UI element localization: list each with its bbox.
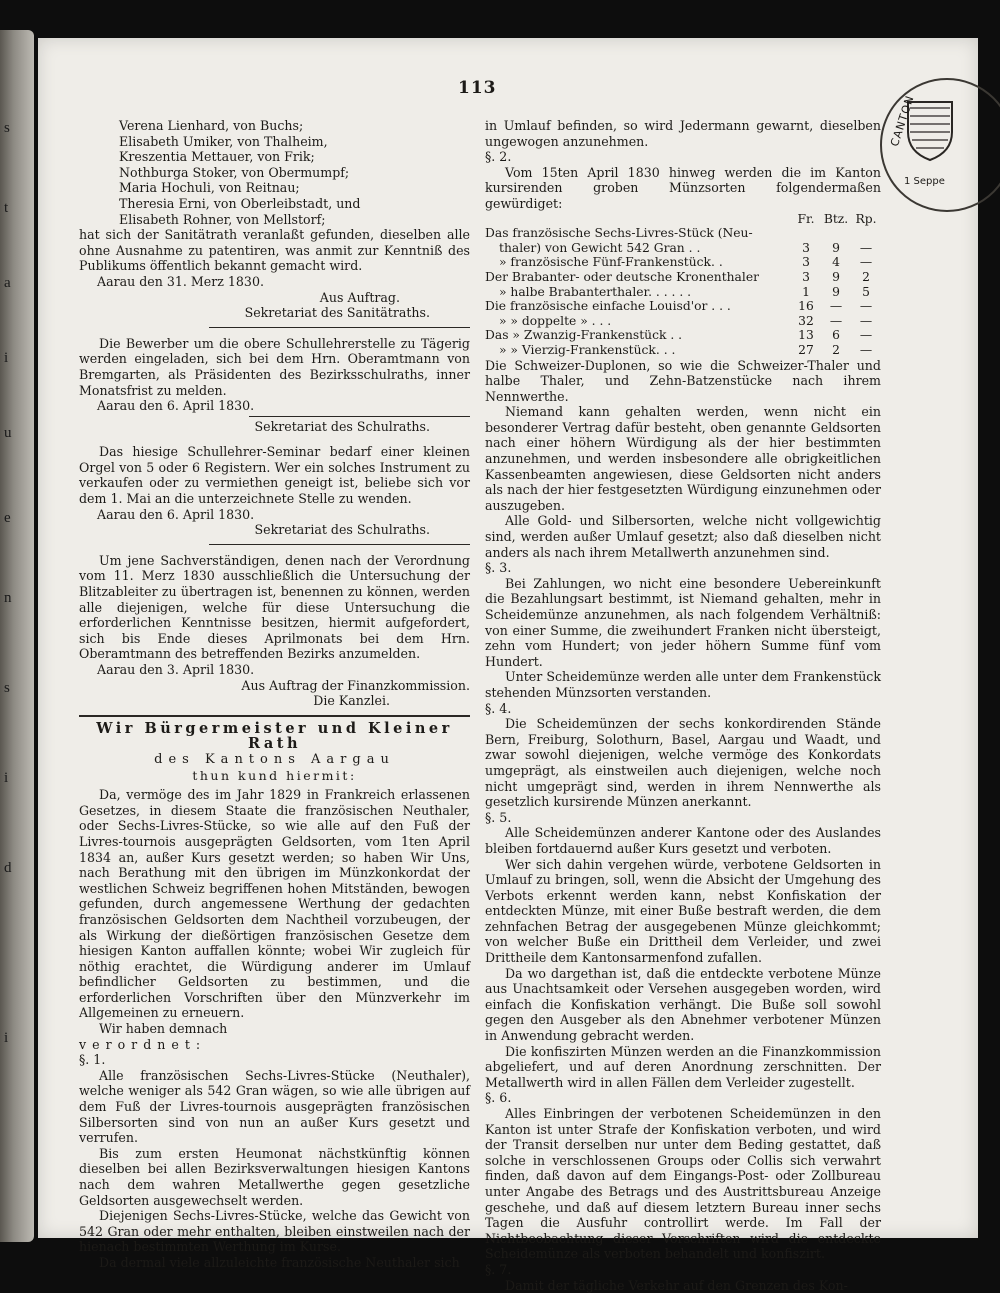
expert-notice-text: Um jene Sachverständigen, denen nach der Verordnung vom 11. Merz 1830 ausschließlich die Untersuchung der Blitzableiter zu übertragen ist, benennen zu können, werden alle diejenigen, welche für diese Untersuchung die erforderlichen Kenntnisse besitzen, hiermit aufgefordert, sich bis Ende dieses Aprilmonats bei dem Hrn. Oberamtmann des betreffenden Bezirks anzumelden. xyxy=(79,552,470,662)
edge-letter: i xyxy=(4,1030,9,1046)
section-5-label: §. 5. xyxy=(485,809,512,825)
section-2-paragraph: Alle Gold- und Silbersorten, welche nicht vollgewichtig sind, werden außer Umlauf gesetzt; also daß dieselben nicht anders als nach ihrem Metallwerth anzunehmen sind. xyxy=(485,513,881,560)
left-column xyxy=(79,118,470,1271)
decree-subheader: des Kantons Aargau xyxy=(154,751,395,767)
section-1-paragraph: Diejenigen Sechs-Livres-Stücke, welche das Gewicht von 542 Gran oder mehr enthalten, bleiben einstweilen nach der hienach bestimmten Werthung im Kurse. xyxy=(79,1208,470,1255)
list-item: Elisabeth Umiker, von Thalheim, xyxy=(119,133,328,149)
section-1-label: §. 1. xyxy=(79,1052,106,1068)
coin-name: » » doppelte » . . . xyxy=(499,313,612,328)
section-2-paragraph: Die Schweizer-Duplonen, so wie die Schweizer-Thaler und halbe Thaler, und Zehn-Batzenstücke nach ihrem Nennwerthe. xyxy=(485,357,881,404)
edge-letter: u xyxy=(4,425,12,441)
section-2-label: §. 2. xyxy=(485,149,512,165)
coin-name: Die französische einfache Louisd'or . . . xyxy=(485,299,731,314)
divider xyxy=(249,416,470,417)
sanitary-notice-signature: Sekretariat des Sanitätraths. xyxy=(244,305,430,321)
coin-francs: 3 xyxy=(802,255,810,270)
coin-rappen: — xyxy=(859,255,873,270)
section-5-paragraph: Alle Scheidemünzen anderer Kantone oder des Auslandes bleiben fortdauernd außer Kurs gesetzt und verboten. xyxy=(485,825,881,856)
coin-name: » » Vierzig-Frankenstück. . . xyxy=(499,342,676,357)
decree-proclamation: thun kund hiermit: xyxy=(192,767,357,783)
coin-francs: 32 xyxy=(798,313,814,328)
section-1-paragraph: Da dermal viele allzuleichte französische Neuthaler sich xyxy=(99,1254,460,1270)
section-divider xyxy=(79,715,470,717)
edge-letter: n xyxy=(4,590,12,606)
coin-francs: 13 xyxy=(798,328,814,343)
page-number: 113 xyxy=(458,78,497,98)
edge-letter: a xyxy=(4,275,11,291)
list-item: Verena Lienhard, von Buchs; xyxy=(119,118,304,133)
edge-letter: s xyxy=(4,680,10,696)
decree-intro-text: Da, vermöge des im Jahr 1829 in Frankreich erlassenen Gesetzes, in diesem Staate die französischen Neuthaler, oder Sechs-Livres-Stücke, so wie alle auf den Fuß der Livres-tournois ausgeprägten Geldsorten, vom 1ten April 1834 an, außer Kurs gesetzt werden; so haben Wir Uns, nach Berathung mit den übrigen im Münzkonkordat der westlichen Schweiz begriffenen hohen Mitständen, bewogen gefunden, durch angemessene Werthung der gedachten französischen Geldsorten dem Nachtheil vorzubeugen, der als Wirkung der dießörtigen französischen Gesetze dem hiesigen Kanton auffallen könnte; wobei Wir zugleich für nöthig erachtet, die Würdigung anderer im Umlauf befindlicher Geldsorten zu bestimmen, und die erforderlichen Vorschriften über den Münzverkehr im Allgemeinen zu erneuern. xyxy=(79,787,470,1021)
coin-batzen: 6 xyxy=(832,328,840,343)
column-header-francs: Fr. xyxy=(797,211,815,226)
coin-name: » französische Fünf-Frankenstück. . xyxy=(499,255,723,270)
expert-notice-date: Aarau den 3. April 1830. xyxy=(97,662,255,677)
section-5-paragraph: Da wo dargethan ist, daß die entdeckte verbotene Münze aus Unachtsamkeit oder Versehen ausgegeben worden, wird einfach die Konfiskation verhängt. Die Buße soll sowohl gegen den Ausgeber als den Abnehmer verbotener Münzen in Anwendung gebracht werden. xyxy=(485,965,881,1044)
coin-francs xyxy=(791,226,821,241)
sanitary-notice-signature-line: Aus Auftrag. xyxy=(319,289,400,305)
coin-batzen: 2 xyxy=(832,342,840,357)
school-notice-date: Aarau den 6. April 1830. xyxy=(97,398,255,414)
edge-letter: d xyxy=(4,860,12,876)
column-header-rappen: Rp. xyxy=(855,211,877,226)
coin-name: Das » Zwanzig-Frankenstück . . xyxy=(485,328,683,343)
coin-batzen: 9 xyxy=(832,240,840,255)
organ-notice-signature: Sekretariat des Schulraths. xyxy=(254,522,430,538)
coin-francs: 16 xyxy=(798,299,814,314)
school-notice-text: Die Bewerber um die obere Schullehrerstelle zu Tägerig werden eingeladen, sich bei dem Hrn. Oberamtmann von Bremgarten, als Präsidenten des Bezirksschulraths, inner Monatsfrist zu melden. xyxy=(79,335,470,398)
school-notice-signature: Sekretariat des Schulraths. xyxy=(254,418,430,434)
coin-batzen: — xyxy=(829,313,843,328)
stamp-label-bottom: 1 Seppe xyxy=(904,176,945,187)
stamp-label: CANTON xyxy=(888,93,917,149)
continuation-text: in Umlauf befinden, so wird Jedermann gewarnt, dieselben ungewogen anzunehmen. xyxy=(485,118,881,149)
section-3-paragraph: Bei Zahlungen, wo nicht eine besondere Uebereinkunft die Bezahlungsart bestimmt, ist Niemand gehalten, mehr in Scheidemünze anzunehmen, als nach folgendem Verhältniß: von einer Summe, die zweihundert Franken nicht übersteigt, zehn vom Hundert; von jeder höhern Summe fünf vom Hundert. xyxy=(485,575,881,669)
section-4-label: §. 4. xyxy=(485,700,512,716)
coin-rappen: — xyxy=(859,342,873,357)
coin-francs: 3 xyxy=(802,269,810,284)
previous-page-edge xyxy=(0,30,34,1242)
coin-valuation-table xyxy=(485,212,881,358)
organ-notice-date: Aarau den 6. April 1830. xyxy=(97,506,255,522)
expert-notice-signature: Die Kanzlei. xyxy=(313,693,390,709)
section-7-label: §. 7. xyxy=(485,1261,512,1277)
section-6-label: §. 6. xyxy=(485,1090,512,1106)
list-item: Nothburga Stoker, von Obermumpf; xyxy=(119,164,350,180)
edge-letter: i xyxy=(4,350,9,366)
column-header-batzen: Btz. xyxy=(823,211,849,226)
table-row xyxy=(485,270,881,285)
decree-verordnet: verordnet: xyxy=(79,1036,207,1052)
section-5-paragraph: Die konfiszirten Münzen werden an die Finanzkommission abgeliefert, und auf deren Anordnung zerschnitten. Der Metallwerth wird in allen Fällen dem Verleider zugestellt. xyxy=(485,1043,881,1090)
table-row xyxy=(485,241,881,256)
section-2-paragraph: Niemand kann gehalten werden, wenn nicht ein besonderer Vertrag dafür besteht, oben genannte Geldsorten nach einer höhern Würdigung als der hier bestimmten anzunehmen, und werden insbesondere alle obrigkeitlichen Kassenbeamten angewiesen, diese Geldsorten nicht anders als nach der hier festgesetzten Würdigung einzunehmen oder auszugeben. xyxy=(485,404,881,513)
edge-letter: e xyxy=(4,510,11,526)
sanitary-notice-date: Aarau den 31. Merz 1830. xyxy=(97,273,264,289)
right-column xyxy=(485,118,881,1293)
coin-rappen: 2 xyxy=(862,269,870,284)
divider xyxy=(209,544,470,545)
section-2-intro: Vom 15ten April 1830 hinweg werden die im Kanton kursirenden groben Münzsorten folgendermaßen gewürdiget: xyxy=(485,164,881,211)
coin-batzen: — xyxy=(829,299,843,314)
midwife-name-list xyxy=(79,118,470,227)
table-row xyxy=(485,299,881,314)
edge-letter: t xyxy=(4,200,9,216)
section-4-paragraph: Die Scheidemünzen der sechs konkordirenden Stände Bern, Freiburg, Solothurn, Basel, Aargau und Waadt, und zwar sowohl diejenigen, welche vermöge des Konkordats umgeprägt, als einstweilen auch diejenigen, welche noch nicht umgeprägt sind, werden in ihrem Nennwerthe als gesetzlich kursirende Münzen anerkannt. xyxy=(485,716,881,810)
table-row xyxy=(485,255,881,270)
coin-rappen: — xyxy=(859,299,873,314)
coin-rappen: — xyxy=(859,328,873,343)
coin-name: Der Brabanter- oder deutsche Kronenthaler xyxy=(485,269,759,284)
section-3-label: §. 3. xyxy=(485,560,512,576)
coin-rappen: 5 xyxy=(862,284,870,299)
organ-notice-text: Das hiesige Schullehrer-Seminar bedarf einer kleinen Orgel von 5 oder 6 Registern. Wer ein solches Instrument zu verkaufen oder zu vermiethen geneigt ist, beliebe sich vor dem 1. Mai an die unterzeichnete Stelle zu wenden. xyxy=(79,444,470,507)
coin-name: » halbe Brabanterthaler. . . . . . xyxy=(499,284,692,299)
edge-letter: s xyxy=(4,120,10,136)
decree-header: Wir Bürgermeister und Kleiner Rath xyxy=(96,719,453,753)
table-header-row xyxy=(485,212,881,227)
divider xyxy=(209,327,470,328)
coin-batzen xyxy=(821,226,851,241)
coin-francs: 1 xyxy=(802,284,810,299)
section-1-paragraph: Bis zum ersten Heumonat nächstkünftig können dieselben bei allen Bezirksverwaltungen hiesigen Kantons nach dem wahren Metallwerthe gegen gesetzliche Geldsorten ausgewechselt werden. xyxy=(79,1145,470,1208)
edge-letter: i xyxy=(4,770,9,786)
table-row xyxy=(485,314,881,329)
section-1-paragraph: Alle französischen Sechs-Livres-Stücke (Neuthaler), welche weniger als 542 Gran wägen, so wie alle übrigen auf dem Fuß der Livres-tournois ausgeprägten französischen Silbersorten sind von nun an außer Kurs gesetzt und verrufen. xyxy=(79,1067,470,1146)
coin-batzen: 9 xyxy=(832,269,840,284)
section-3-paragraph: Unter Scheidemünze werden alle unter dem Frankenstück stehenden Münzsorten verstanden. xyxy=(485,669,881,700)
coin-francs: 27 xyxy=(798,342,814,357)
sanitary-notice-text: hat sich der Sanitätrath veranlaßt gefunden, dieselben alle ohne Ausnahme zu patentiren, was anmit zur Kenntniß des Publikums öffentlich bekannt gemacht wird. xyxy=(79,227,470,274)
coin-rappen: — xyxy=(859,240,873,255)
coin-rappen xyxy=(851,226,881,241)
coin-batzen: 9 xyxy=(832,284,840,299)
table-row xyxy=(485,343,881,358)
coin-name: thaler) von Gewicht 542 Gran . . xyxy=(499,240,701,255)
list-item: Maria Hochuli, von Reitnau; xyxy=(119,180,300,196)
decree-intro-end: Wir haben demnach xyxy=(99,1021,228,1037)
section-5-paragraph: Wer sich dahin vergehen würde, verbotene Geldsorten in Umlauf zu bringen, soll, wenn die Absicht der Umgehung des Verbots erkennt werden kann, nebst Konfiskation der entdeckten Münze, mit einer Buße bestraft werden, die dem zehnfachen Betrag der ausgegebenen Münze gleichkommt; von welcher Buße ein Drittheil dem Verleider, und zwei Drittheile dem Kantonsarmenfond zufallen. xyxy=(485,856,881,966)
expert-notice-signature-line: Aus Auftrag der Finanzkommission. xyxy=(241,677,470,693)
section-7-paragraph: Damit der tägliche Verkehr auf den Grenzen des Kon- xyxy=(505,1277,848,1293)
table-row xyxy=(485,285,881,300)
list-item: Elisabeth Rohner, von Mellstorf; xyxy=(119,211,326,227)
list-item: Theresia Erni, von Oberleibstadt, und xyxy=(119,195,361,211)
coin-rappen: — xyxy=(859,313,873,328)
coin-name: Das französische Sechs-Livres-Stück (Neu- xyxy=(485,226,753,241)
table-row xyxy=(485,226,881,241)
coin-batzen: 4 xyxy=(832,255,840,270)
list-item: Kreszentia Mettauer, von Frik; xyxy=(119,149,315,165)
section-6-paragraph: Alles Einbringen der verbotenen Scheidemünzen in den Kanton ist unter Strafe der Konfiskation verboten, und wird der Transit derselben nur unter dem Beding gestattet, daß solche in verschlossenen Groups oder Collis sich verwahrt finden, daß davon auf dem Eingangs-Post- oder Zollbureau unter Angabe des Betrags und des Austrittsbureau Anzeige geschehe, und daß auf diesem letztern Bureau inner sechs Tagen die Ausfuhr controllirt werde. Im Fall der Nichtbeobachtung dieser Vorschriften wird die entdeckte Scheidemünze als verboten behandelt und konfiszirt. xyxy=(485,1106,881,1262)
coin-francs: 3 xyxy=(802,240,810,255)
table-row xyxy=(485,328,881,343)
